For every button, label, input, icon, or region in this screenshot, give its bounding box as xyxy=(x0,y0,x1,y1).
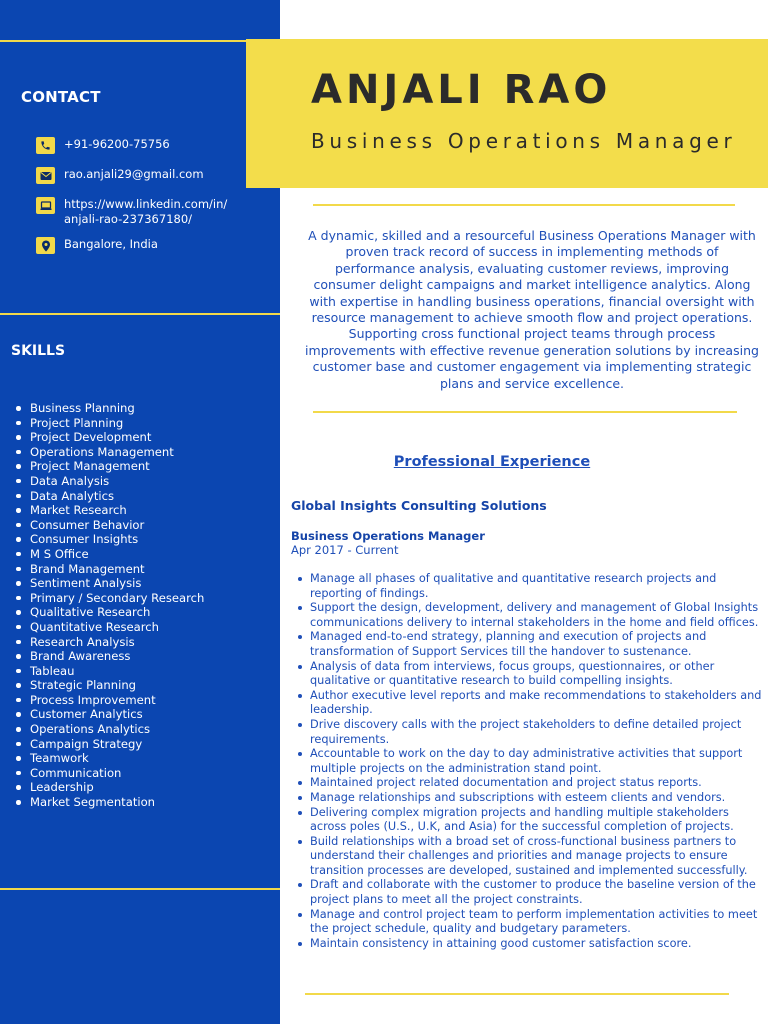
skill-item: Consumer Insights xyxy=(30,532,270,547)
linkedin-link[interactable]: https://www.linkedin.com/in/ anjali-rao-237367180/ xyxy=(64,197,228,226)
skill-item: Brand Awareness xyxy=(30,649,270,664)
skill-item: Project Development xyxy=(30,430,270,445)
contact-location xyxy=(36,237,242,254)
sidebar-divider xyxy=(0,40,248,42)
skill-item: M S Office xyxy=(30,547,270,562)
experience-bullet: Drive discovery calls with the project stakeholders to define detailed project requirements. xyxy=(310,718,762,747)
skill-item: Quantitative Research xyxy=(30,620,270,635)
skill-item: Teamwork xyxy=(30,751,270,766)
skills-list xyxy=(30,401,270,810)
company-name: Global Insights Consulting Solutions xyxy=(291,498,547,513)
skill-item: Brand Management xyxy=(30,562,270,577)
skill-item: Process Improvement xyxy=(30,693,270,708)
skill-item: Sentiment Analysis xyxy=(30,576,270,591)
experience-bullet: Support the design, development, delivery and management of Global Insights communications delivery to internal stakeholders in the home and field offices. xyxy=(310,601,762,630)
experience-bullet: Build relationships with a broad set of cross-functional business partners to understand their challenges and priorities and manage projects to ensure transition processes are developed, sustained and implemented successfully. xyxy=(310,835,762,879)
skill-item: Data Analytics xyxy=(30,489,270,504)
header-banner xyxy=(246,39,768,188)
divider xyxy=(305,993,729,995)
divider xyxy=(313,204,735,206)
skill-item: Project Planning xyxy=(30,416,270,431)
candidate-role: Business Operations Manager xyxy=(311,129,737,153)
skill-item: Communication xyxy=(30,766,270,781)
skill-item: Market Research xyxy=(30,503,270,518)
experience-bullets xyxy=(310,572,762,951)
skill-item: Business Planning xyxy=(30,401,270,416)
profile-summary: A dynamic, skilled and a resourceful Business Operations Manager with proven track record of success in implementing methods of performance analysis, evaluating customer reviews, improving consumer delight campaigns and market intelligence analytics. Along with expertise in handling business operations, financial oversight with resource management to achieve smooth flow and project operations. Supporting cross functional project teams through process improvements with effective revenue generation solutions by increasing customer base and customer engagement via implementing strategic plans and service excellence. xyxy=(305,228,759,391)
skill-item: Campaign Strategy xyxy=(30,737,270,752)
skill-item: Tableau xyxy=(30,664,270,679)
experience-heading: Professional Experience xyxy=(393,454,591,470)
experience-bullet: Manage and control project team to perform implementation activities to meet the project schedule, quality and budgetary parameters. xyxy=(310,908,762,937)
sidebar-divider xyxy=(0,888,280,890)
skill-item: Operations Analytics xyxy=(30,722,270,737)
location-text: Bangalore, India xyxy=(64,237,158,251)
skill-item: Operations Management xyxy=(30,445,270,460)
skill-item: Qualitative Research xyxy=(30,605,270,620)
experience-bullet: Manage all phases of qualitative and quantitative research projects and reporting of findings. xyxy=(310,572,762,601)
skill-item: Customer Analytics xyxy=(30,707,270,722)
email-text[interactable]: rao.anjali29@gmail.com xyxy=(64,167,204,181)
skill-item: Leadership xyxy=(30,780,270,795)
contact-linkedin xyxy=(36,197,242,227)
phone-text[interactable]: +91-96200-75756 xyxy=(64,137,170,151)
skill-item: Strategic Planning xyxy=(30,678,270,693)
skill-item: Market Segmentation xyxy=(30,795,270,810)
skills-heading: SKILLS xyxy=(11,343,66,359)
mail-icon xyxy=(36,167,55,184)
skill-item: Consumer Behavior xyxy=(30,518,270,533)
experience-bullet: Managed end-to-end strategy, planning and execution of projects and transformation of Support Services till the handover to sustenance. xyxy=(310,630,762,659)
laptop-icon xyxy=(36,197,55,214)
contact-phone xyxy=(36,137,242,154)
location-pin-icon xyxy=(36,237,55,254)
experience-bullet: Analysis of data from interviews, focus groups, questionnaires, or other qualitative or quantitative research to build compelling insights. xyxy=(310,660,762,689)
skill-item: Primary / Secondary Research xyxy=(30,591,270,606)
experience-bullet: Manage relationships and subscriptions with esteem clients and vendors. xyxy=(310,791,762,806)
sidebar-divider xyxy=(0,313,280,315)
sidebar xyxy=(0,0,280,1024)
contact-email xyxy=(36,167,242,184)
candidate-name: ANJALI RAO xyxy=(311,67,612,113)
experience-bullet: Maintained project related documentation and project status reports. xyxy=(310,776,762,791)
experience-bullet: Author executive level reports and make recommendations to stakeholders and leadership. xyxy=(310,688,762,717)
phone-icon xyxy=(36,137,55,154)
divider xyxy=(313,411,737,413)
job-title: Business Operations Manager xyxy=(291,529,485,543)
experience-bullet: Delivering complex migration projects and handling multiple stakeholders across poles (U.S., U.K, and Asia) for the successful completion of projects. xyxy=(310,806,762,835)
skill-item: Research Analysis xyxy=(30,635,270,650)
experience-bullet: Draft and collaborate with the customer to produce the baseline version of the project plans to meet all the project constraints. xyxy=(310,878,762,907)
contact-heading: CONTACT xyxy=(21,88,101,106)
job-dates: Apr 2017 - Current xyxy=(291,543,399,557)
skill-item: Data Analysis xyxy=(30,474,270,489)
experience-bullet: Accountable to work on the day to day administrative activities that support multiple projects on the administration stand point. xyxy=(310,747,762,776)
skill-item: Project Management xyxy=(30,459,270,474)
experience-bullet: Maintain consistency in attaining good customer satisfaction score. xyxy=(310,937,762,952)
